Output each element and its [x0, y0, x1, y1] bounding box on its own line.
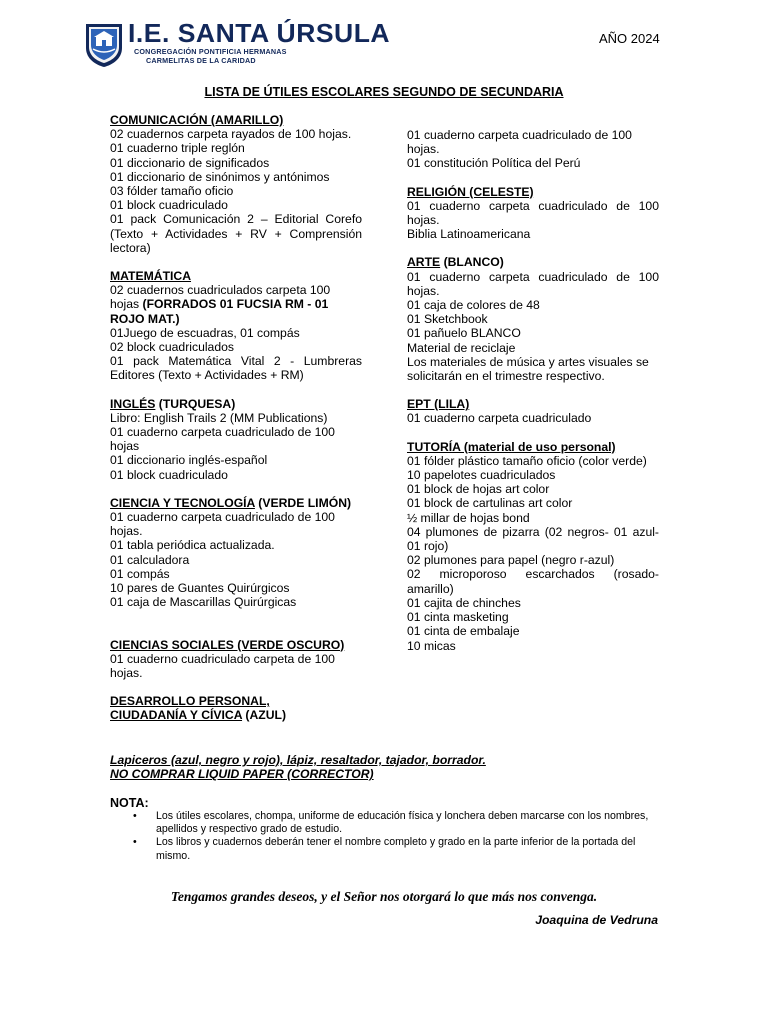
section-religion	[407, 185, 659, 242]
section-heading-underlined: ARTE	[407, 255, 441, 270]
list-item: 01 cuaderno carpeta cuadriculado de 100 hojas.	[407, 128, 632, 157]
list-item: 01 block de cartulinas art color	[407, 496, 573, 511]
left-column	[110, 113, 362, 737]
list-item: 01 cinta de embalaje	[407, 624, 520, 639]
list-item: 01 cuaderno carpeta cuadriculado de 100 hojas	[110, 425, 335, 454]
list-item: 02 cuadernos carpeta rayados de 100 hojas.	[110, 127, 352, 142]
list-item: 10 micas	[407, 638, 456, 653]
closing-quote: Tengamos grandes deseos, y el Señor nos otorgará lo que más nos convenga.	[170, 889, 598, 904]
list-item: 01 cuaderno carpeta cuadriculado de 100 hojas.	[407, 269, 659, 298]
list-item: Libro: English Trails 2 (MM Publications)	[110, 410, 328, 425]
list-item: 01 cinta masketing	[407, 610, 509, 625]
list-item: 01 cuaderno carpeta cuadriculado	[407, 411, 592, 426]
section-heading-color: (AZUL)	[242, 708, 287, 723]
section-matematica	[110, 269, 362, 383]
section-ciencia	[110, 496, 362, 610]
section-heading	[110, 397, 362, 411]
list-item-emphasis: (FORRADOS 01 FUCSIA RM - 01 ROJO MAT.)	[110, 297, 329, 326]
section-heading-line-1: DESARROLLO PERSONAL,	[110, 694, 270, 709]
section-ept	[407, 397, 659, 425]
note-item: • Los libros y cuadernos deberán tener el nombre completo y grado en la parte inferior de la portada del mismo.	[133, 836, 653, 862]
section-heading-color: (TURQUESA)	[155, 396, 236, 411]
list-item: 01 diccionario inglés-español	[110, 453, 268, 468]
list-item: 01 cuaderno carpeta cuadriculado de 100 hojas.	[407, 198, 659, 228]
list-item: 01 pack Matemática Vital 2 - Lumbreras Editores (Texto + Actividades + RM)	[110, 354, 362, 383]
list-item: 10 pares de Guantes Quirúrgicos	[110, 581, 290, 596]
list-item: 02 plumones para papel (negro r-azul)	[407, 553, 615, 568]
list-item: 04 plumones de pizarra (02 negros- 01 azul- 01 rojo)	[407, 524, 659, 554]
list-item: 01Juego de escuadras, 01 compás	[110, 325, 300, 340]
list-item: 01 compás	[110, 566, 170, 581]
section-heading-underlined: CIENCIA Y TECNOLOGÍA	[110, 495, 255, 510]
section-heading-color: (BLANCO)	[440, 255, 504, 270]
list-item: 01 block de hojas art color	[407, 482, 550, 497]
section-heading-color: (VERDE LIMÓN)	[254, 495, 352, 510]
section-heading: TUTORÍA (material de uso personal)	[407, 439, 616, 454]
section-heading-underlined: INGLÉS	[110, 396, 156, 411]
list-item	[110, 283, 362, 326]
section-heading-underlined: CIUDADANÍA Y CÍVICA	[110, 708, 243, 723]
section-arte	[407, 255, 659, 383]
list-item: 02 microporoso escarchados (rosado-amarillo)	[407, 567, 659, 596]
list-item: 01 cajita de chinches	[407, 595, 521, 610]
list-item: 01 cuaderno cuadriculado carpeta de 100 hojas.	[110, 651, 335, 680]
right-column	[407, 128, 659, 667]
list-item: 03 fólder tamaño oficio	[110, 184, 234, 199]
list-item: 01 fólder plástico tamaño oficio (color verde)	[407, 453, 647, 468]
congregation-line-2: CARMELITAS DE LA CARIDAD	[146, 56, 256, 65]
list-item-text: 02 cuadernos cuadriculados carpeta 100 hojas	[110, 283, 331, 312]
notes-list	[133, 810, 653, 863]
section-ciencias-sociales	[110, 638, 362, 681]
list-item: 01 calculadora	[110, 552, 190, 567]
list-item: ½ millar de hojas bond	[407, 510, 530, 525]
section-desarrollo-personal	[110, 694, 362, 722]
congregation-name	[134, 47, 287, 65]
list-item: 01 pack Comunicación 2 – Editorial Corefo (Texto + Actividades + RV + Comprensión lectora)	[110, 212, 362, 255]
section-tutoria	[407, 440, 659, 653]
list-item: Material de reciclaje	[407, 340, 516, 355]
list-item: 01 constitución Política del Perú	[407, 156, 581, 171]
list-item: 01 pañuelo BLANCO	[407, 326, 521, 341]
list-item: 01 diccionario de significados	[110, 155, 270, 170]
section-heading	[407, 255, 659, 269]
note-item: • Los útiles escolares, chompa, uniforme de educación física y lonchera deben marcarse con los nombres, apellidos y respectivo grado de estudio.	[133, 810, 653, 836]
general-supplies-line: Lapiceros (azul, negro y rojo), lápiz, resaltador, tajador, borrador.	[110, 753, 486, 767]
school-shield-icon	[84, 22, 124, 68]
list-item: 01 Sketchbook	[407, 312, 488, 327]
list-item: 01 cuaderno carpeta cuadriculado de 100 hojas.	[110, 510, 335, 539]
nota-label: NOTA:	[110, 796, 149, 810]
list-item: 01 caja de colores de 48	[407, 298, 540, 313]
liquid-paper-warning: NO COMPRAR LIQUID PAPER (CORRECTOR)	[110, 767, 374, 782]
quote-author: Joaquina de Vedruna	[535, 913, 658, 927]
section-heading: RELIGIÓN (CELESTE)	[407, 184, 534, 199]
section-comunicacion	[110, 113, 362, 255]
section-heading-line-2	[110, 708, 362, 722]
congregation-line-1: CONGREGACIÓN PONTIFICIA HERMANAS	[134, 47, 287, 56]
list-item: 01 block cuadriculado	[110, 467, 228, 482]
list-item: 01 block cuadriculado	[110, 198, 228, 213]
list-item: 01 diccionario de sinónimos y antónimos	[110, 169, 330, 184]
section-desarrollo-items	[407, 128, 659, 171]
section-heading	[110, 496, 362, 510]
list-item: 01 cuaderno triple reglón	[110, 141, 245, 156]
document-title: LISTA DE ÚTILES ESCOLARES SEGUNDO DE SECUNDARIA	[204, 85, 564, 99]
section-heading: EPT (LILA)	[407, 397, 470, 412]
section-ingles	[110, 397, 362, 482]
section-heading: MATEMÁTICA	[110, 269, 192, 284]
school-name: I.E. SANTA ÚRSULA	[128, 18, 391, 48]
section-heading: COMUNICACIÓN (AMARILLO)	[110, 113, 284, 127]
list-item: Biblia Latinoamericana	[407, 227, 531, 242]
year-label: AÑO 2024	[599, 31, 660, 46]
section-heading: CIENCIAS SOCIALES (VERDE OSCURO)	[110, 637, 345, 652]
list-item: 01 caja de Mascarillas Quirúrgicas	[110, 595, 297, 610]
list-item: 01 tabla periódica actualizada.	[110, 538, 275, 553]
list-item: 02 block cuadriculados	[110, 340, 234, 355]
general-supplies	[110, 753, 486, 781]
list-item: 10 papelotes cuadriculados	[407, 468, 556, 483]
list-item: Los materiales de música y artes visuales se solicitarán en el trimestre respectivo.	[407, 354, 649, 384]
